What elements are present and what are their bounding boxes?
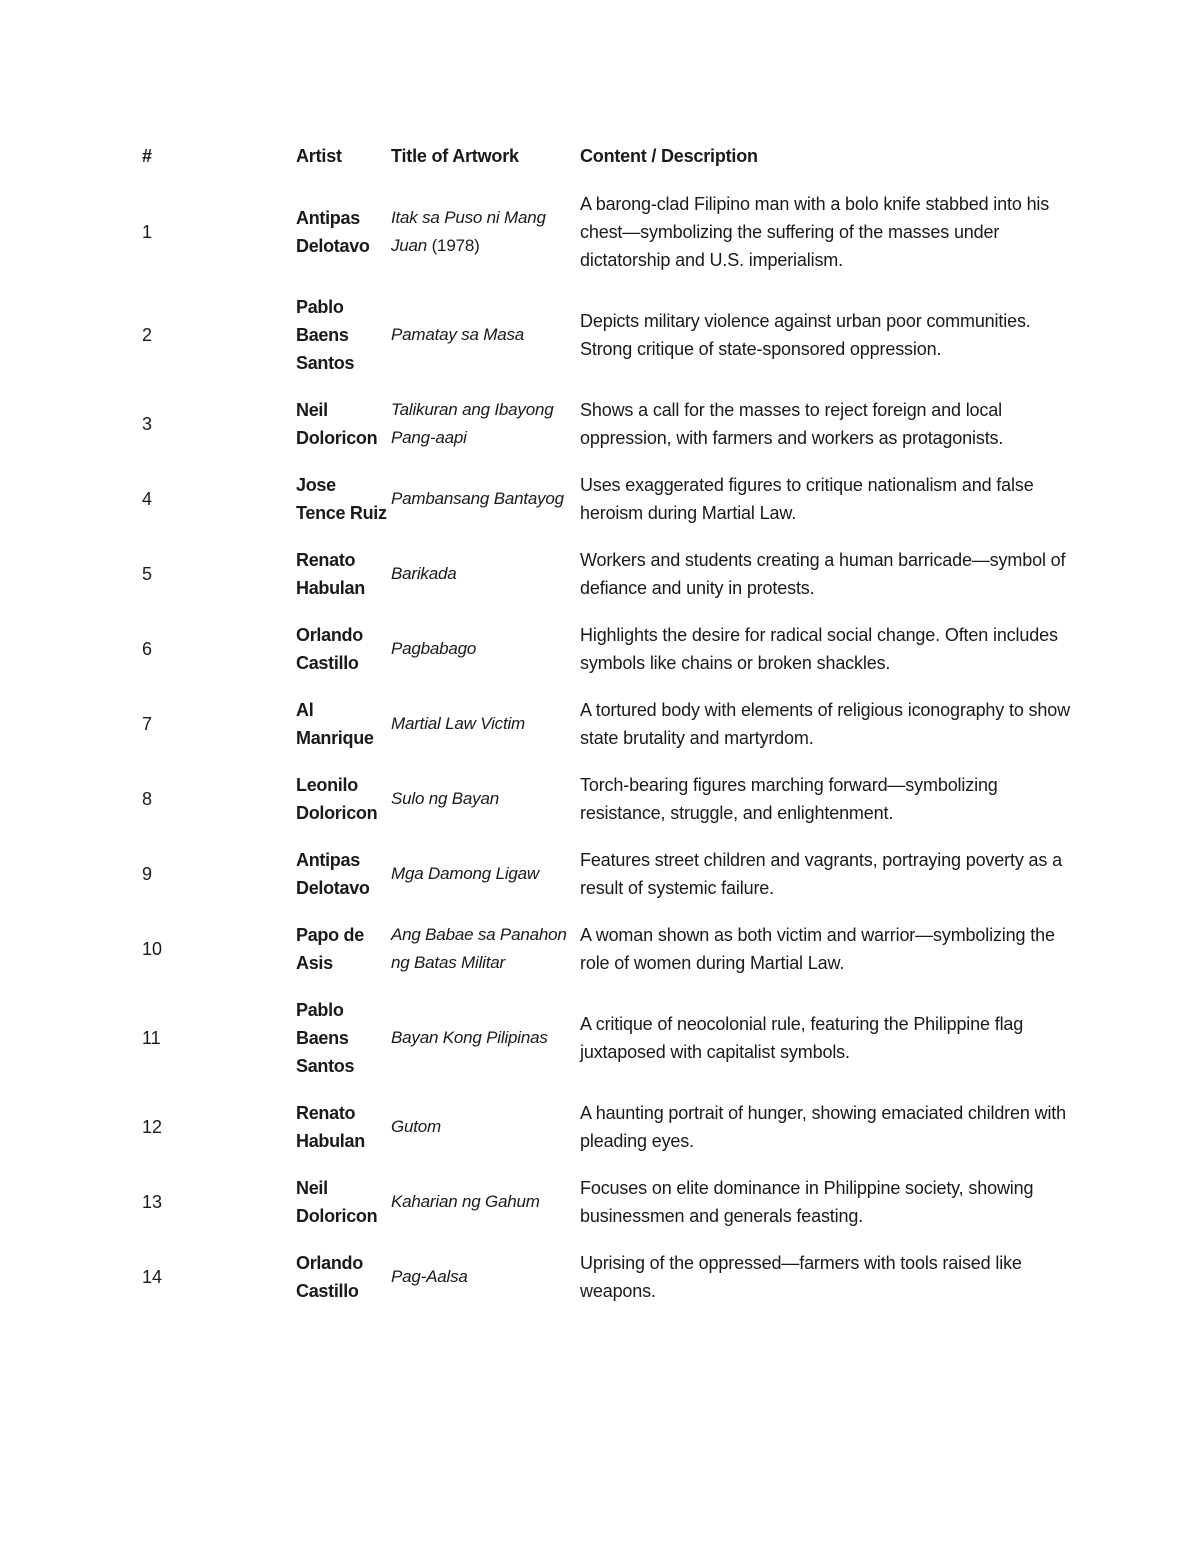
row-title: Pagbabago — [391, 639, 477, 658]
row-artist: Al Manrique — [296, 700, 374, 748]
row-description: Uses exaggerated figures to critique nationalism and false heroism during Martial Law. — [580, 475, 1034, 523]
row-number: 11 — [142, 1028, 161, 1048]
table-row — [142, 1099, 1072, 1174]
row-title: Mga Damong Ligaw — [391, 864, 539, 883]
row-description: Torch-bearing figures marching forward—symbolizing resistance, struggle, and enlightenment. — [580, 775, 998, 823]
table-row — [142, 771, 1072, 846]
row-title: Gutom — [391, 1117, 442, 1136]
row-description: Depicts military violence against urban poor communities. Strong critique of state-sponsored oppression. — [580, 311, 1031, 359]
table-row — [142, 921, 1072, 996]
row-description: A barong-clad Filipino man with a bolo knife stabbed into his chest—symbolizing the suffering of the masses under dictatorship and U.S. imperialism. — [580, 194, 1050, 270]
row-title: Sulo ng Bayan — [391, 789, 499, 808]
row-title: Talikuran ang Ibayong Pang-aapi — [391, 400, 554, 447]
row-number: 4 — [142, 489, 153, 509]
row-description: Uprising of the oppressed—farmers with tools raised like weapons. — [580, 1253, 1022, 1301]
row-number: 2 — [142, 325, 153, 345]
header-number: # — [142, 146, 152, 166]
table-row — [142, 696, 1072, 771]
row-artist: Pablo Baens Santos — [296, 297, 355, 373]
row-title: Martial Law Victim — [391, 714, 526, 733]
row-artist: Neil Doloricon — [296, 400, 378, 448]
row-number: 5 — [142, 564, 153, 584]
header-description: Content / Description — [580, 146, 758, 166]
row-number: 13 — [142, 1192, 163, 1212]
row-title-text: Itak sa Puso ni Mang Juan — [391, 208, 546, 255]
row-artist: Leonilo Doloricon — [296, 775, 378, 823]
row-number: 8 — [142, 789, 153, 809]
table-row — [142, 996, 1072, 1099]
table-row — [142, 471, 1072, 546]
row-description: A haunting portrait of hunger, showing emaciated children with pleading eyes. — [580, 1103, 1067, 1151]
row-description: A tortured body with elements of religious iconography to show state brutality and martyrdom. — [580, 700, 1070, 748]
row-artist: Antipas Delotavo — [296, 208, 370, 256]
row-description: Shows a call for the masses to reject foreign and local oppression, with farmers and workers as protagonists. — [580, 400, 1004, 448]
table-row — [142, 621, 1072, 696]
row-description: Workers and students creating a human barricade—symbol of defiance and unity in protests. — [580, 550, 1066, 598]
table-row — [142, 190, 1072, 293]
row-number: 6 — [142, 639, 153, 659]
row-number: 9 — [142, 864, 153, 884]
row-title: Kaharian ng Gahum — [391, 1192, 540, 1211]
row-number: 10 — [142, 939, 163, 959]
row-artist: Renato Habulan — [296, 550, 365, 598]
row-title: Ang Babae sa Panahon ng Batas Militar — [391, 925, 567, 972]
row-description: Focuses on elite dominance in Philippine society, showing businessmen and generals feasting. — [580, 1178, 1034, 1226]
row-artist: Antipas Delotavo — [296, 850, 370, 898]
row-title: Pamatay sa Masa — [391, 325, 525, 344]
row-number: 7 — [142, 714, 153, 734]
row-title: Bayan Kong Pilipinas — [391, 1028, 548, 1047]
row-artist: Orlando Castillo — [296, 625, 363, 673]
row-artist: Orlando Castillo — [296, 1253, 363, 1301]
row-number: 1 — [142, 222, 153, 242]
table-row — [142, 396, 1072, 471]
row-artist: Renato Habulan — [296, 1103, 365, 1151]
row-number: 12 — [142, 1117, 163, 1137]
table-row — [142, 546, 1072, 621]
table-row — [142, 1174, 1072, 1249]
row-artist: Jose Tence Ruiz — [296, 475, 387, 523]
row-title: Pag-Aalsa — [391, 1267, 468, 1286]
row-title-year: (1978) — [427, 236, 480, 255]
row-title — [391, 190, 580, 293]
artworks-table — [142, 140, 1072, 1324]
row-description: Highlights the desire for radical social change. Often includes symbols like chains or broken shackles. — [580, 625, 1058, 673]
row-artist: Pablo Baens Santos — [296, 1000, 355, 1076]
table-row — [142, 1249, 1072, 1324]
row-description: A woman shown as both victim and warrior—symbolizing the role of women during Martial Law. — [580, 925, 1055, 973]
row-title: Pambansang Bantayog — [391, 489, 564, 508]
row-number: 14 — [142, 1267, 163, 1287]
row-title: Barikada — [391, 564, 457, 583]
header-artist: Artist — [296, 146, 342, 166]
table-row — [142, 846, 1072, 921]
row-description: A critique of neocolonial rule, featuring the Philippine flag juxtaposed with capitalist symbols. — [580, 1014, 1024, 1062]
row-description: Features street children and vagrants, portraying poverty as a result of systemic failure. — [580, 850, 1062, 898]
row-artist: Papo de Asis — [296, 925, 364, 973]
table-header-row — [142, 140, 1072, 190]
row-artist: Neil Doloricon — [296, 1178, 378, 1226]
row-number: 3 — [142, 414, 153, 434]
header-title: Title of Artwork — [391, 146, 519, 166]
table-row — [142, 293, 1072, 396]
document-page — [142, 140, 1072, 1324]
